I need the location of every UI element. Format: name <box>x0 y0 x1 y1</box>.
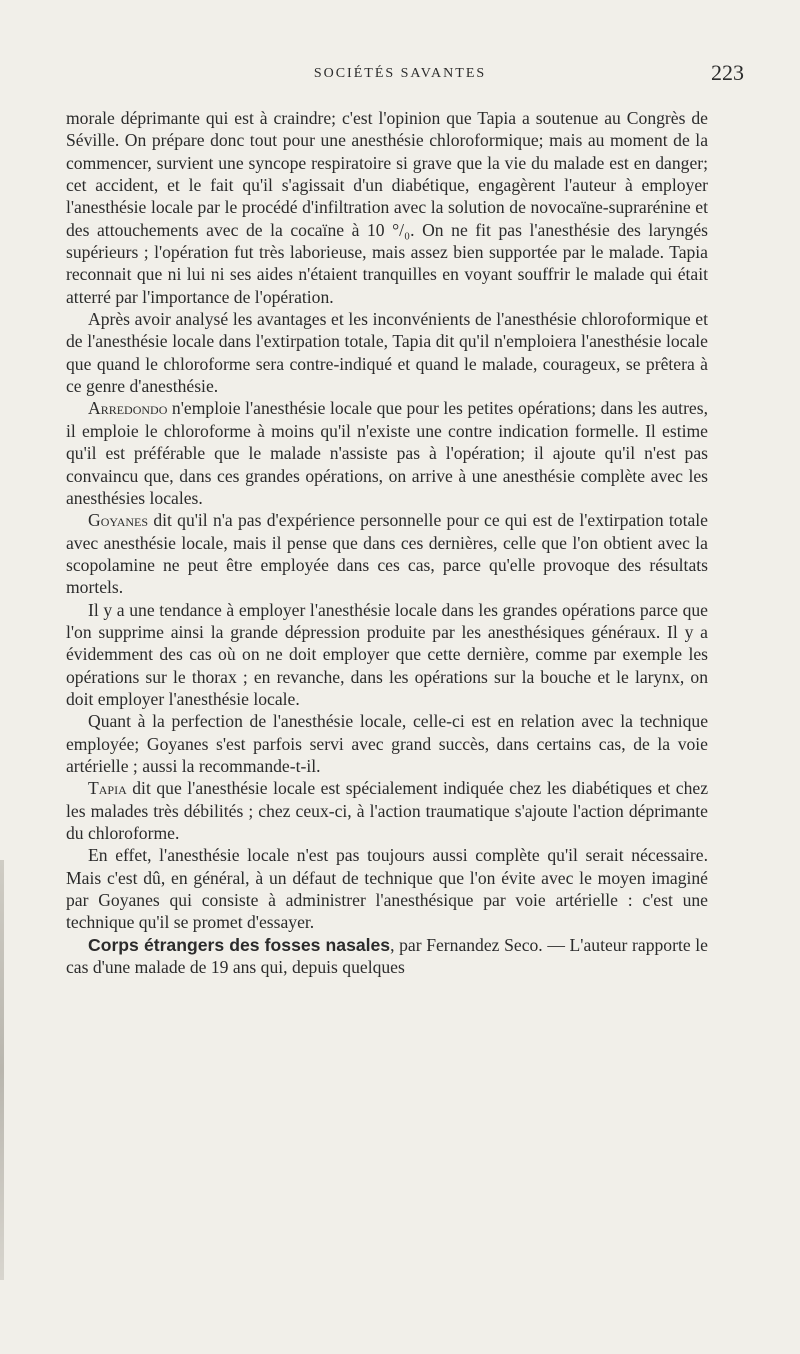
paragraph: Quant à la perfection de l'anesthésie locale, celle-ci est en relation avec la technique employée; Goyanes s'est parfois servi avec grand succès, dans certains cas, de la voie artérielle ; aussi la recommande-t-il. <box>66 711 708 776</box>
paragraph <box>66 777 708 844</box>
paragraph: Après avoir analysé les avantages et les inconvénients de l'anesthésie chloroformique et de l'anesthésie locale dans l'extirpation totale, Tapia dit qu'il n'emploiera l'anesthésie locale que quand le chloroforme sera contre-indiqué et quand le malade, courageux, se prêtera à ce genre d'anesthésie. <box>66 309 708 397</box>
paragraph: Il y a une tendance à employer l'anesthésie locale dans les grandes opérations parce que l'on supprime ainsi la grande dépression produite par les anesthésiques généraux. Il y a évidemment des cas où on ne doit employer que cette dernière, comme par exemple les opérations sur le thorax ; en revanche, dans les opérations sur la bouche et le larynx, on doit employer l'anesthésie locale. <box>66 599 708 709</box>
page-number: 223 <box>711 60 744 85</box>
speaker-name: Arredondo <box>88 398 168 419</box>
paragraph-text: n'emploie l'anesthésie locale que pour les petites opérations; dans les autres, il emploie le chloroforme à moins qu'il n'existe une contre indication formelle. Il estime qu'il est préférable que le malade n'assiste pas à l'opération; il ajoute qu'il n'est pas convaincu que, dans ces grandes opérations, on arrive à une anesthésie complète avec les anesthésies locales. <box>66 398 708 508</box>
page-edge-shadow <box>0 860 4 1280</box>
paragraph <box>66 934 708 979</box>
running-title: SOCIÉTÉS SAVANTES <box>313 66 487 81</box>
paragraph: morale déprimante qui est à craindre; c'est l'opinion que Tapia a soutenue au Congrès de Séville. On prépare donc tout pour une anesthésie chloroformique; mais au moment de la commencer, survient une syncope respiratoire si grave que la vie du malade est en danger; cet accident, et le fait qu'il s'agissait d'un diabétique, engagèrent l'auteur à employer l'anesthésie locale par le procédé d'infiltration avec la solution de novocaïne-suprarénine et des attouchements avec de la cocaïne à 10 °/₀. On ne fit pas l'anesthésie des laryngés supérieurs ; l'opération fut très laborieuse, mais assez bien supportée par le malade. Tapia reconnait que ni lui ni ses aides n'étaient tranquilles en voyant souffrir le malade qui était atterré par l'importance de l'opération. <box>66 108 708 307</box>
paragraph <box>66 397 708 509</box>
body-text <box>66 107 708 978</box>
section-heading: Corps étrangers des fosses nasales <box>88 934 391 955</box>
paragraph-text: dit que l'anesthésie locale est spécialement indiquée chez les diabétiques et chez les malades très débilités ; chez ceux-ci, à l'action traumatique s'ajoute l'action déprimante du chloroforme. <box>66 778 708 843</box>
paragraph-text: dit qu'il n'a pas d'expérience personnelle pour ce qui est de l'extirpation totale avec anesthésie locale, mais il pense que dans ces dernières, celle que l'on obtient avec la scopolamine ne peut être employée dans ces cas, parce qu'elle provoque des résultats mortels. <box>66 510 708 598</box>
page-header <box>60 60 744 96</box>
paragraph-text: , par Fernandez Seco. — L'auteur rapporte le cas d'une malade de 19 ans qui, depuis quelques <box>66 934 708 978</box>
paragraph <box>66 509 708 598</box>
speaker-name: Goyanes <box>88 510 149 531</box>
paragraph: En effet, l'anesthésie locale n'est pas toujours aussi complète qu'il serait nécessaire. Mais c'est dû, en général, à un défaut de technique que l'on évite avec le moyen imaginé par Goyanes qui consiste à administrer l'anesthésique par voie artérielle : c'est une technique qu'il se promet d'essayer. <box>66 845 708 933</box>
speaker-name: Tapia <box>88 778 127 799</box>
